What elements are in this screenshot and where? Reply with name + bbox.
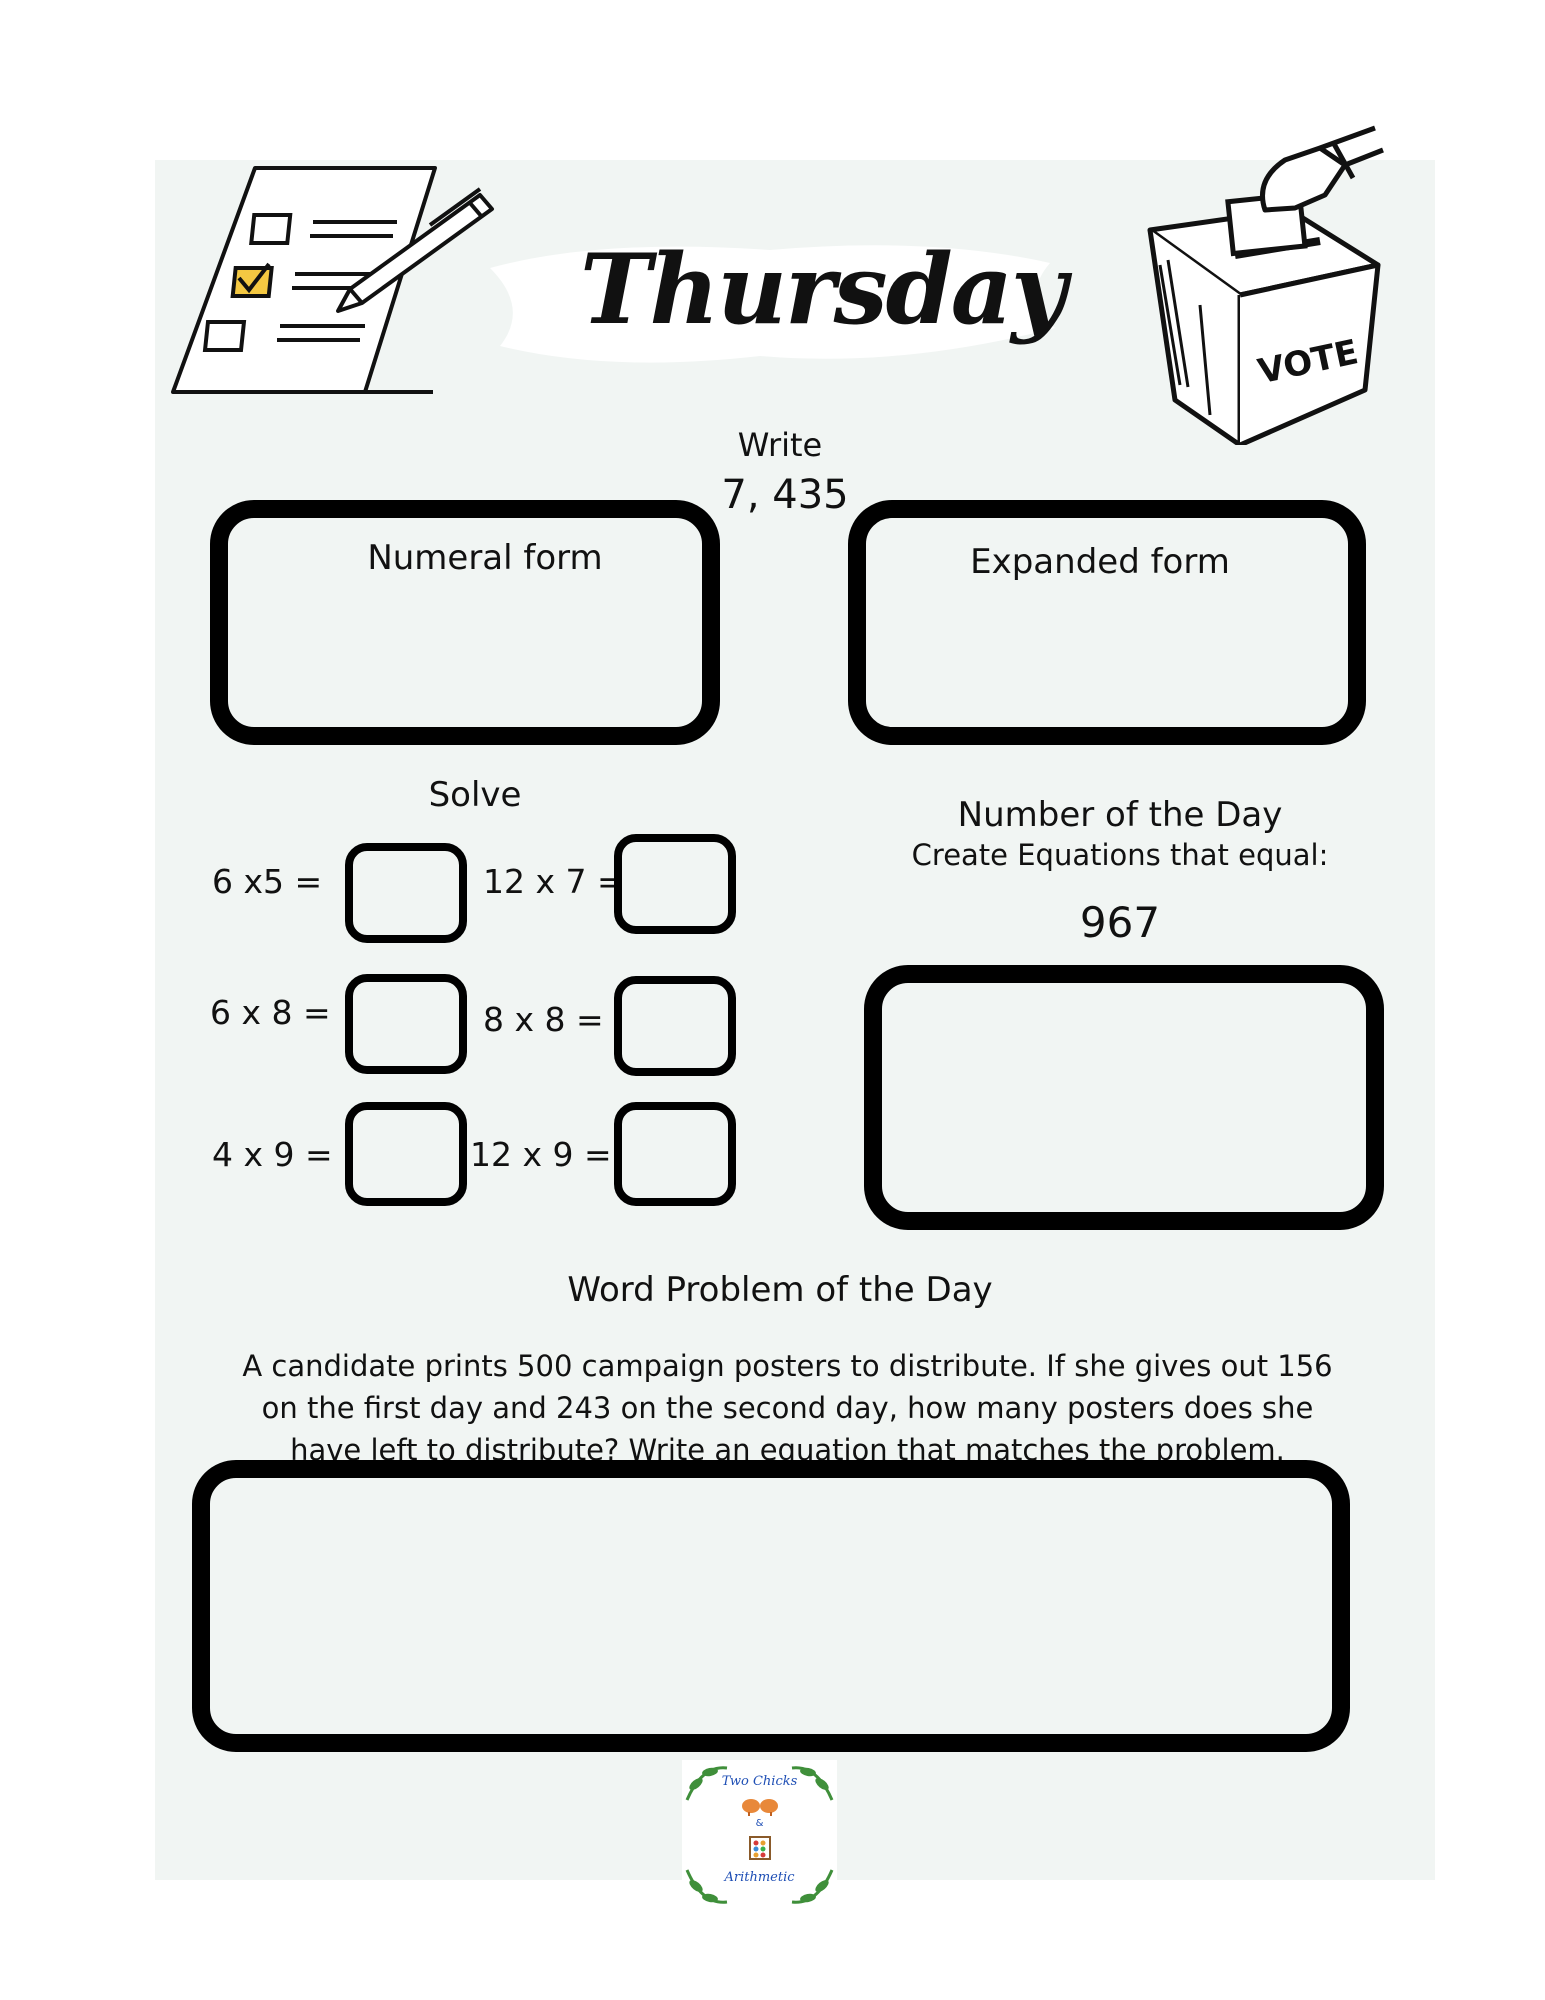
problem-label: 12 x 7 =: [483, 862, 625, 901]
number-of-day-value: 967: [1079, 898, 1161, 947]
answer-box[interactable]: [345, 974, 467, 1074]
page-title: Thursday: [580, 233, 1065, 346]
logo-line-3: Arithmetic: [724, 1870, 795, 1885]
numeral-form-box[interactable]: [210, 500, 720, 745]
pen-icon: [330, 185, 500, 320]
number-of-day-subheading: Create Equations that equal:: [911, 838, 1329, 872]
answer-box[interactable]: [614, 976, 736, 1076]
problem-label: 4 x 9 =: [212, 1135, 333, 1174]
logo-line-2: &: [755, 1818, 764, 1829]
answer-box[interactable]: [614, 1102, 736, 1206]
word-problem-line: on the first day and 243 on the second day, how many posters does she: [261, 1391, 1314, 1425]
word-problem-text: [200, 1345, 1375, 1471]
numeral-form-label: Numeral form: [367, 538, 603, 578]
problem-label: 12 x 9 =: [470, 1135, 612, 1174]
number-of-day-heading: Number of the Day: [957, 795, 1283, 835]
word-problem-line: have left to distribute? Write an equation that matches the problem.: [290, 1433, 1285, 1467]
logo: [682, 1760, 837, 1910]
write-instruction: Write: [737, 426, 823, 464]
number-of-day-box[interactable]: [864, 965, 1384, 1230]
hand-icon: [1225, 120, 1385, 270]
problem-label: 6 x5 =: [212, 862, 323, 901]
answer-box[interactable]: [614, 834, 736, 934]
problem-label: 8 x 8 =: [483, 1000, 604, 1039]
word-problem-heading: Word Problem of the Day: [567, 1270, 993, 1310]
word-problem-answer-box[interactable]: [192, 1460, 1350, 1752]
logo-line-1: Two Chicks: [721, 1774, 798, 1789]
chick-icon: [740, 1794, 780, 1816]
solve-heading: Solve: [428, 775, 522, 815]
vote-label: VOTE: [1254, 332, 1362, 393]
expanded-form-box[interactable]: [848, 500, 1366, 745]
answer-box[interactable]: [345, 1102, 467, 1206]
problem-label: 6 x 8 =: [210, 993, 331, 1032]
write-number: 7, 435: [721, 472, 849, 518]
word-problem-line: A candidate prints 500 campaign posters to distribute. If she gives out 156: [242, 1349, 1333, 1383]
expanded-form-label: Expanded form: [970, 542, 1230, 582]
answer-box[interactable]: [345, 843, 467, 943]
abacus-icon: [748, 1835, 772, 1861]
